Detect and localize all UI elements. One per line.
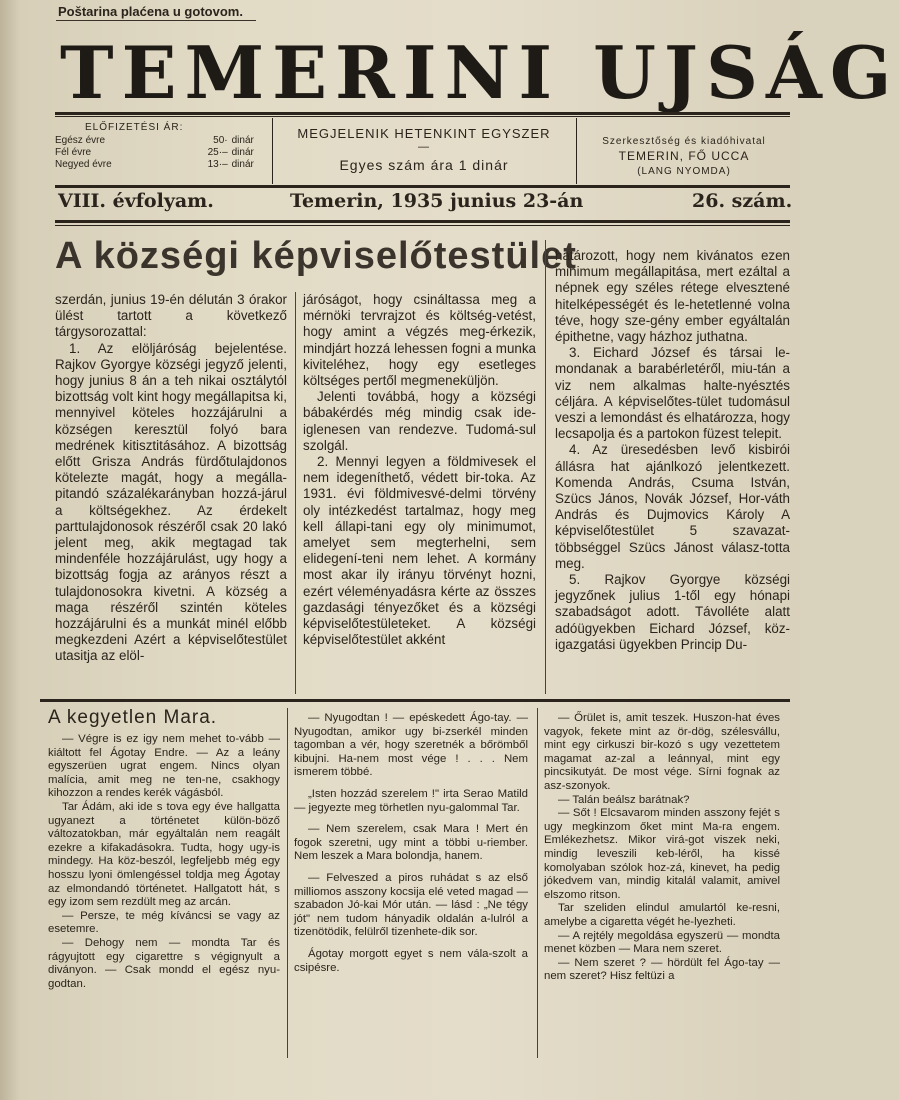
subscription-box (55, 118, 270, 184)
paragraph: Tar Ádám, aki ide s tova egy éve hallgatta ugyanezt a történetet külön-böző változatokban, már egyáltalán nem reagált ezekre a kifakadásokra. Tudta, hogy ugy-is mindegy. Ha köz-beszól, legfeljebb még egy hosszu lyoni ömlengéssel toldja meg Ágotay az elmondandó történetet. Hallgatott hát, s egy izom sem rezdült meg az arcán. (48, 800, 280, 909)
subscription-period: Fél évre (55, 147, 92, 158)
paragraph: 4. Az üresedésben levő kisbirói állásra hat ajánlkozó jelentkezett. Komenda András, Csuma István, Szücs János, Novák József, Hor-váth András és Dujmovics Károly A képviselőtestület 5 szavazat-többséggel Szücs Jánost válasz-totta meg. (555, 442, 790, 571)
info-rule-bottom (55, 185, 790, 188)
story-column-1 (48, 733, 280, 991)
paragraph: — Persze, te még kíváncsi se vagy az esetemre. (48, 909, 280, 936)
subscription-unit: dinár (231, 147, 254, 158)
subscription-amount: 13·– (207, 159, 228, 170)
office-info (578, 118, 790, 184)
subscription-row (55, 159, 270, 171)
issue-number: 26. szám. (692, 190, 793, 212)
paragraph: járóságot, hogy csináltassa meg a mérnöki tervrajzot és költség-vetést, hogy amint a végzés meg-érkezik, mindjárt hozzá lehessen fogni a munka kiviteléhez, hogy egy esetleges költséges pertől megmeneküljön. (303, 292, 536, 389)
office-address: TEMERIN, FŐ UCCA (618, 149, 750, 163)
subscription-amount: 50· (213, 135, 228, 146)
paragraph: — Nem szerelem, csak Mara ! Mert én fogok szeretni, ugy mint a többi u-riember. Nem leszek a Mara bolondja, hanem. (294, 823, 528, 863)
masthead-rule-top-thin (55, 116, 790, 117)
article-column-1 (55, 292, 287, 665)
story-title: A kegyetlen Mara. (48, 707, 218, 728)
newspaper-title: TEMERINI UJSÁG (60, 30, 899, 115)
masthead-rule-top (55, 112, 790, 115)
story-column-2 (294, 712, 528, 975)
column-divider (295, 292, 296, 694)
story-column-3 (544, 712, 780, 984)
issue-date: Temerin, 1935 junius 23-án (290, 190, 584, 212)
subscription-row (55, 147, 270, 159)
section-rule (40, 699, 790, 702)
subscription-unit: dinár (231, 159, 254, 170)
article-column-3 (555, 248, 790, 653)
infobox-divider (272, 118, 273, 184)
paragraph: Jelenti továbbá, hogy a községi bábakérdés még mindig csak ide-iglenesen van rendezve. Tudomá-sul szolgál. (303, 389, 536, 453)
dateline-rule-thin (55, 225, 790, 226)
publication-info (274, 118, 574, 184)
issue-price: Egyes szám ára 1 dinár (339, 157, 509, 173)
paragraph: — Nyugodtan ! — epéskedett Ágo-tay. — Nyugodtan, amikor ugy bi-zserkél minden tagomban a vér, hogy szeretnék a bőrömből kibujni. Ha-nem most vége ! . . . Nem ismerem többé. (294, 712, 528, 779)
office-printer: (LANG NYOMDA) (637, 166, 731, 177)
paragraph: Tar szeliden elindul amulartól ke-resni, amelybe a cigaretta végét he-lyezheti. (544, 902, 780, 928)
subscription-title: ELŐFIZETÉSI ÁR: (85, 122, 184, 133)
volume-number: VIII. évfolyam. (58, 190, 214, 212)
frequency-text: MEGJELENIK HETENKINT EGYSZER (297, 126, 551, 141)
postage-note: Poštarina plaćena u gotovom. (58, 4, 243, 19)
column-divider (537, 708, 538, 1058)
paragraph: — Nem szeret ? — hördült fel Ágo-tay — nem szeret? Hisz feltüzi a (544, 956, 780, 983)
paragraph: — A rejtély megoldása egyszerü — mondta menet közben — Mara nem szeret. (544, 929, 780, 956)
paragraph: 5. Rajkov Gyorgye községi jegyzőnek julius 1-től egy hónapi szabadságot adott. Távolléte alatt adóügyekben Eichard József, köz-igazgatási ügyekben Princip Du- (555, 572, 790, 652)
paragraph: — Felveszed a piros ruhádat s az első milliomos asszony kocsija elé veted magad — szabadon Jó-kai Mór után. — lásd : „Ne tégy jót" nem tudom hányadik oldalán a-lulról a tizenötödik, felülről tizenhete-dik sor. (294, 871, 528, 939)
paragraph: 3. Eichard József és társai le-mondanak a barabérletéről, miu-tán a viz nem alkalmas halte-nyésztés céljára. A képviselőtes-tület tudomásul veszi a lemondást és elhatározza, hogy lecsapolja és a partokon füzest telepit. (555, 345, 790, 442)
column-divider (545, 240, 546, 694)
paragraph: — Őrület is, amit teszek. Huszon-hat éves vagyok, fekete mint az ör-dög, szélesvállu, mint egy cirkuszi bir-kozó s ugy vezettetem magamat az-zal a leánnyal, mint egy pincsikutyát. De most vége. Sírni fognak az asz-szonyok. (544, 712, 780, 792)
paragraph: — Sőt ! Elcsavarom minden asszony fejét s ugy megkinzom őket mint Ma-ra engem. Emlékezhetsz. Mikor virá-got viszek neki, mindig leveszili keb-léről, ha kissé komolyaban szólok hoz-zá, kinevet, ha pedig jókedvem van, mindig kitalál valamit, amivel elszomo ritson. (544, 807, 780, 901)
paragraph: szerdán, junius 19-én délután 3 órakor ülést tartott a következő tárgysorozattal: (55, 292, 287, 340)
subscription-amount: 25·– (207, 147, 228, 158)
info-dash: — (418, 141, 430, 153)
column-divider (287, 708, 288, 1058)
office-label: Szerkesztőség és kiadóhivatal (602, 136, 766, 147)
subscription-unit: dinár (231, 135, 254, 146)
infobox-divider (576, 118, 577, 184)
paragraph: Ágotay morgott egyet s nem vála-szolt a csipésre. (294, 947, 528, 974)
dateline-rule (55, 220, 790, 223)
paragraph: — Végre is ez igy nem mehet to-vább — kiáltott fel Ágotay Endre. — Az a leány egyszerüen ugrat engem. Nincs olyan malícia, amit meg ne ten-ne, csakhogy kihozzon a rendes kerék vágásból. (48, 733, 280, 800)
postage-underline (56, 20, 256, 21)
paragraph: „Isten hozzád szerelem !" irta Serao Matild — jegyezte meg törhetlen nyu-galommal Tar. (294, 787, 528, 814)
subscription-row (55, 135, 270, 147)
subscription-period: Egész évre (55, 135, 106, 146)
paragraph: 1. Az elöljáróság bejelentése. Rajkov Gyorgye községi jegyző jelenti, hogy junius 8 án a teh nikai osztálytól bizottság volt kint hogy megállapitsa ki, mennyivel köteles hozzájárulni a községen keresztül folyó bara medrének kitisztitásához. A bizottság előtt Grisza András fürdőtulajdonos kötelezte magát, hogy a megálla-pitandó százalékarányban hozzá-járul a költségekhez. Az érdekelt parttulajdonosok részéről csak 20 lakó jelent meg, akik megtagad tak mindenféle hozzájárulást, ugy hogy a bizottság fogja az arányos részt a tulajdonosokra kivetni. A község a maga részéről szintén köteles hozzájárulni és a munkát minél előbb megkezdeni Azért a képviselőtestület utasitja az elöl- (55, 340, 287, 664)
article-column-2 (303, 292, 536, 648)
paragraph: határozott, hogy nem kivánatos ezen minimum megállapitása, mert ezáltal a népnek egy széles rétege elvesztené hitelképességét és le-hetetlenné volna téve, hogy sze-gény ember egyáltalán épithetne, vagy házhoz juthatna. (555, 248, 790, 345)
page-shadow (0, 0, 20, 1100)
subscription-period: Negyed évre (55, 159, 112, 170)
paragraph: — Talán beálsz barátnak? (558, 793, 690, 806)
paragraph: — Dehogy nem — mondta Tar és rágyujtott egy cigarettre s végignyult a diványon. — Csak mondd el egész nyu-godtan. (48, 936, 280, 990)
paragraph: 2. Mennyi legyen a földmivesek el nem idegeníthető, védett bir-toka. Az 1931. évi földmivesvé-delmi törvény oly intézkedést tartalmaz, hogy meg kell állapi-tani egy oly minimumot, amelyet sem megterhelni, sem elidegení-teni nem lehet. A kormány most akar ily irányu törvényt hozni, ezért véleményadásra kérte az összes gazdasági tényezőket és a községi képviselőtestületeket. A községi képviselőtestület akként (303, 454, 536, 648)
article-headline: A községi képviselőtestület (55, 235, 577, 277)
